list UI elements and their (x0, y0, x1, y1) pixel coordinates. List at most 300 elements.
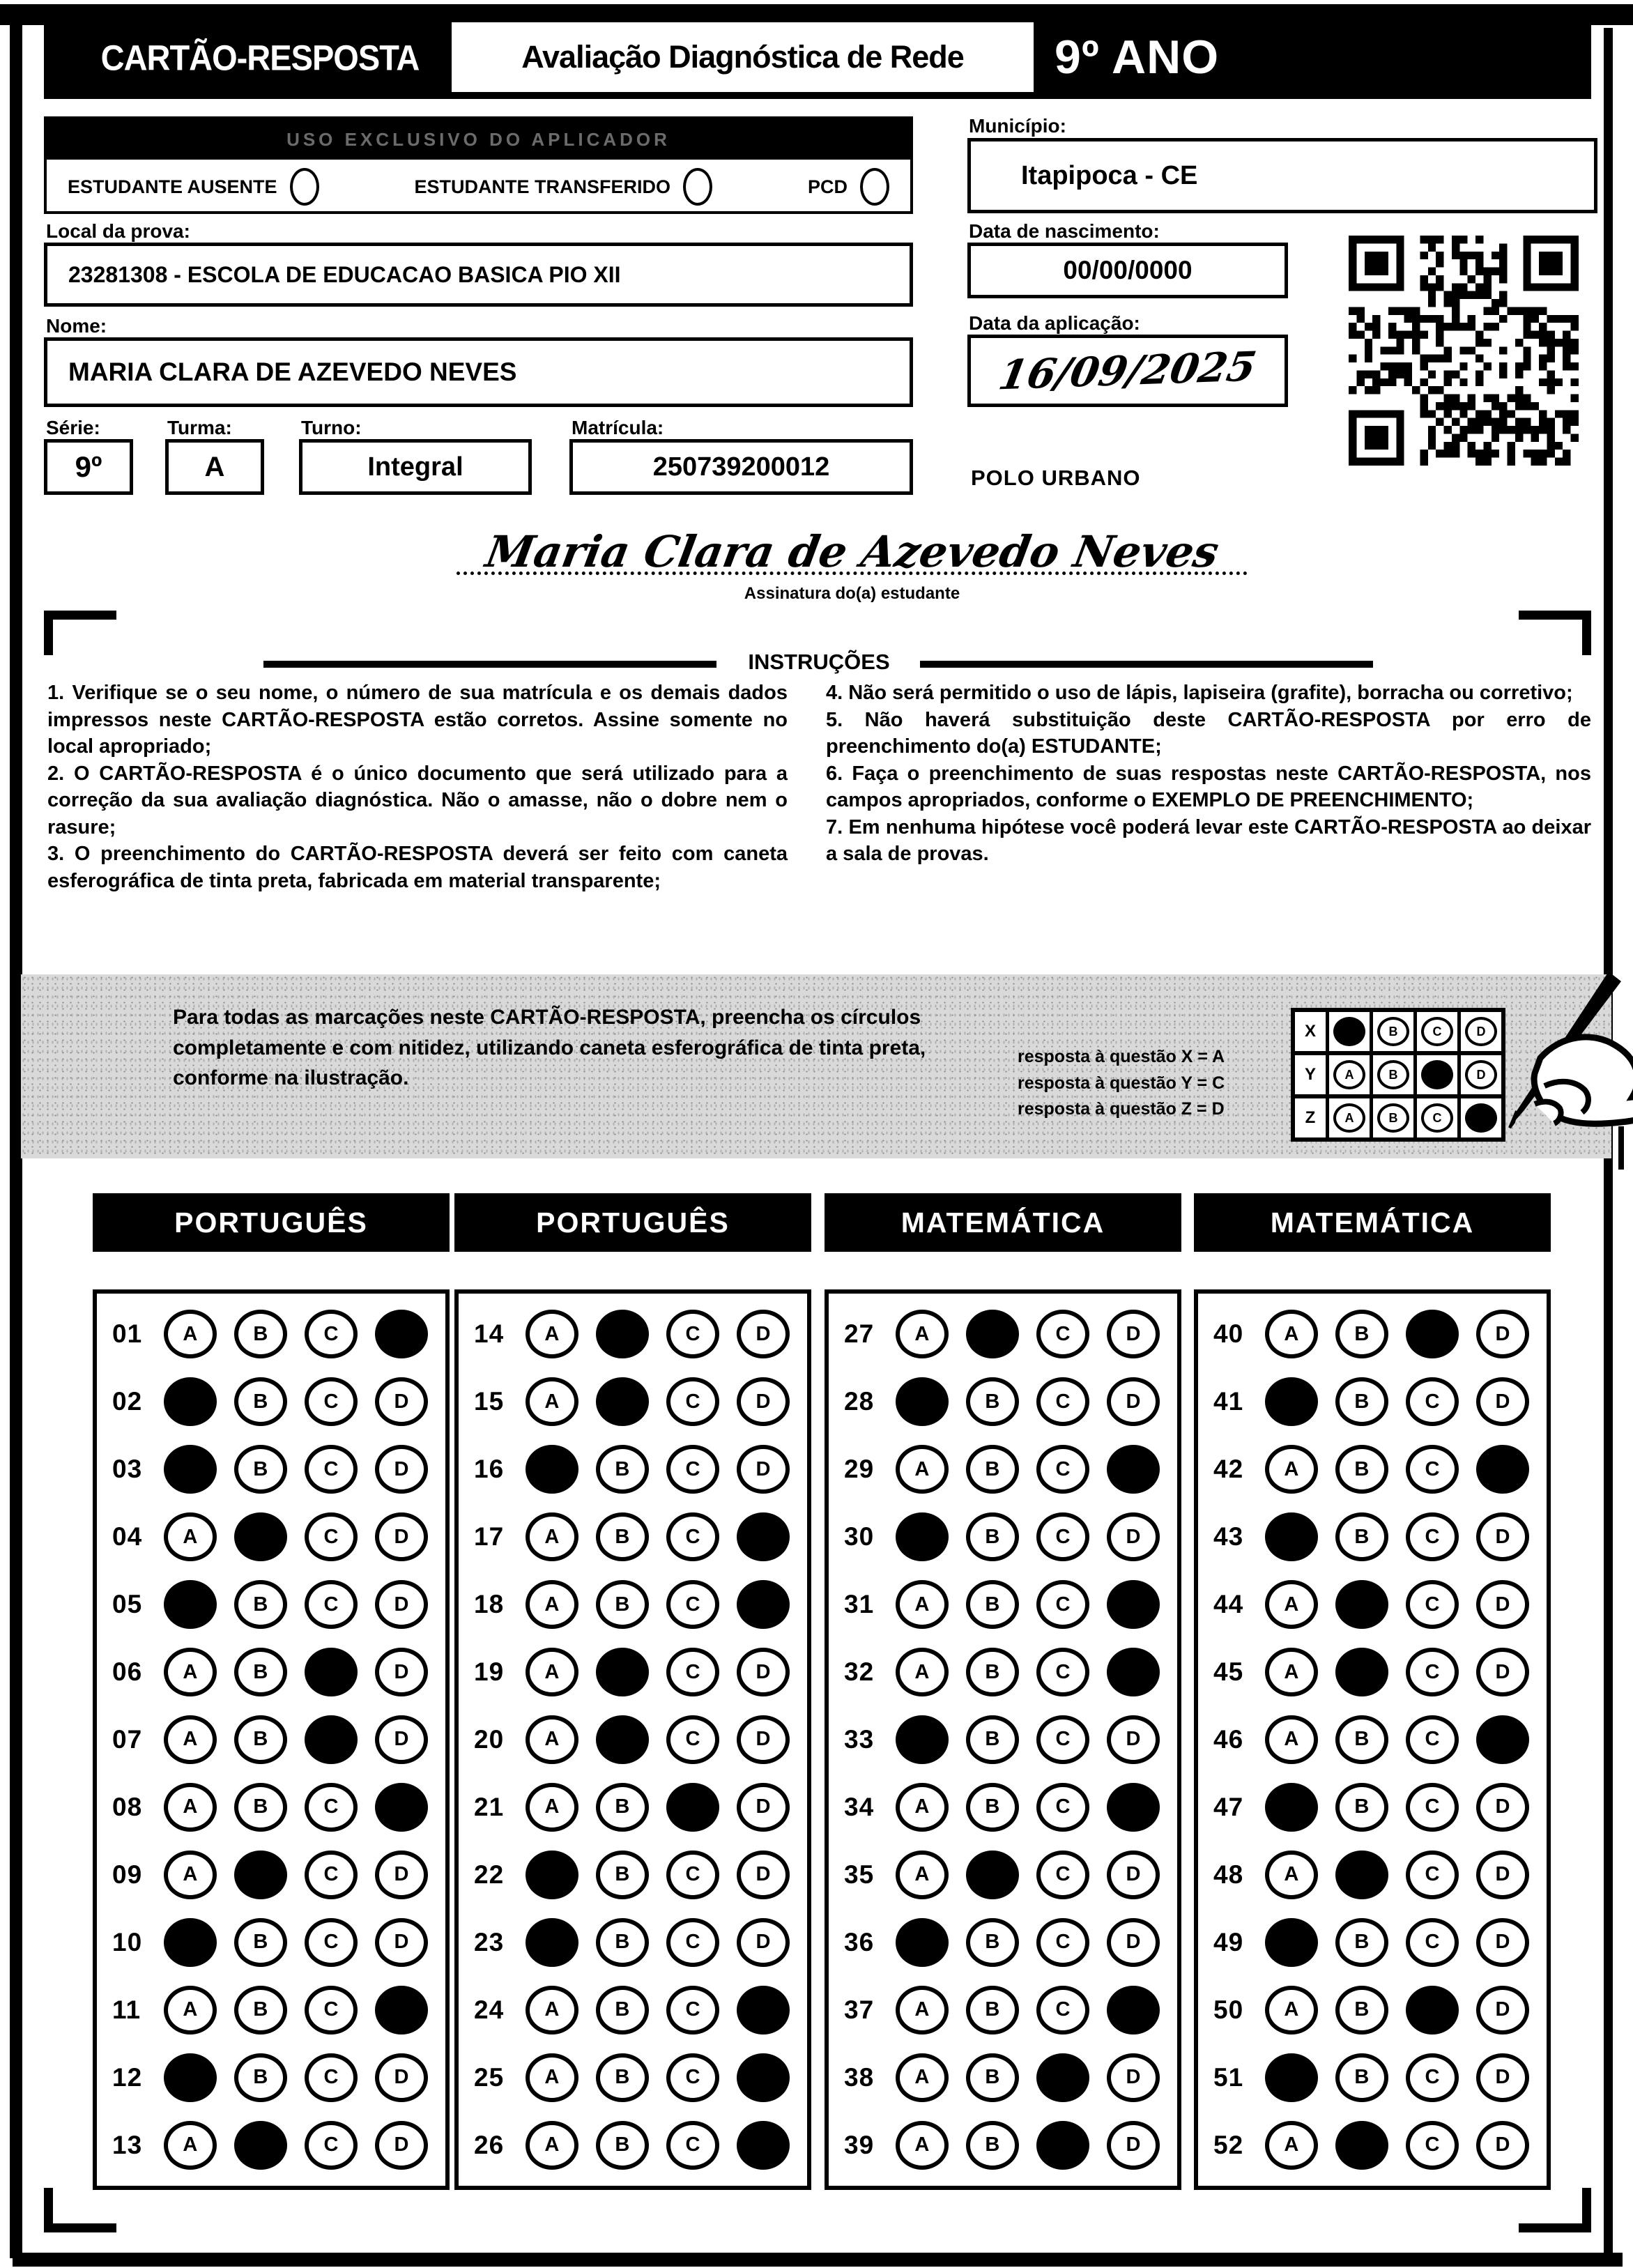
answer-bubble-a[interactable]: A (526, 1715, 578, 1764)
question-number: 51 (1213, 2062, 1244, 2092)
answer-bubble-b[interactable] (234, 1851, 287, 1899)
example-bubble-a[interactable]: A (1333, 1103, 1365, 1133)
applicator-option (808, 168, 889, 206)
example-bubble-a[interactable] (1333, 1017, 1365, 1046)
example-grid-cell (1373, 1098, 1417, 1137)
answer-bubble-d[interactable]: D (1107, 2121, 1160, 2170)
answer-bubble-b[interactable]: B (966, 1377, 1019, 1426)
question-number: 50 (1213, 1995, 1244, 2024)
question-number: 38 (844, 2062, 875, 2092)
answer-bubble-c[interactable]: C (1406, 1918, 1459, 1967)
answer-bubble-d[interactable] (1107, 1648, 1160, 1696)
applicator-box (44, 116, 913, 214)
answer-bubble-b[interactable]: B (966, 1783, 1019, 1832)
answer-bubble-c[interactable]: C (1036, 1715, 1089, 1764)
answer-bubble-c[interactable]: C (1036, 1648, 1089, 1696)
applicator-option-bubble[interactable] (860, 168, 889, 206)
answer-bubble-d[interactable]: D (375, 1377, 428, 1426)
example-bubble-d[interactable]: D (1465, 1017, 1497, 1046)
answer-bubble-d[interactable] (737, 1986, 790, 2035)
answer-bubble-b[interactable]: B (596, 1783, 649, 1832)
answer-bubble-b[interactable]: B (234, 1783, 287, 1832)
answer-bubble-c[interactable]: C (1036, 1986, 1089, 2035)
answer-bubble-a[interactable]: A (164, 1648, 217, 1696)
applicator-bar (47, 119, 910, 160)
answer-bubble-a[interactable]: A (1265, 1310, 1318, 1358)
answer-bubble-c[interactable]: C (1406, 1445, 1459, 1494)
example-bubble-b[interactable]: B (1377, 1103, 1409, 1133)
answer-bubble-c[interactable]: C (1036, 1310, 1089, 1358)
answer-bubble-a[interactable] (896, 1512, 949, 1561)
answer-bubble-b[interactable] (1335, 1648, 1388, 1696)
answer-bubble-c[interactable] (1406, 1986, 1459, 2035)
answer-bubble-c[interactable]: C (666, 2121, 719, 2170)
answer-bubble-c[interactable] (305, 1715, 358, 1764)
answer-bubble-c[interactable]: C (1406, 1715, 1459, 1764)
question-number: 12 (112, 2062, 143, 2092)
answer-bubble-d[interactable]: D (1107, 2053, 1160, 2102)
question-row (1213, 1310, 1547, 1358)
answer-bubble-a[interactable]: A (1265, 1580, 1318, 1629)
answer-bubble-b[interactable]: B (966, 2121, 1019, 2170)
answer-bubble-a[interactable]: A (526, 2053, 578, 2102)
answer-bubble-b[interactable]: B (234, 1377, 287, 1426)
answer-bubble-b[interactable] (596, 1310, 649, 1358)
answer-bubble-c[interactable]: C (666, 1580, 719, 1629)
answer-bubble-b[interactable] (1335, 1851, 1388, 1899)
answer-bubble-a[interactable]: A (526, 1580, 578, 1629)
answer-bubble-c[interactable]: C (305, 1377, 358, 1426)
answer-bubble-c[interactable]: C (305, 1310, 358, 1358)
question-number: 33 (844, 1724, 875, 1754)
answer-bubble-a[interactable] (164, 1377, 217, 1426)
answer-bubble-b[interactable]: B (966, 1648, 1019, 1696)
example-bubble-b[interactable]: B (1377, 1017, 1409, 1046)
question-number: 52 (1213, 2130, 1244, 2159)
answer-bubble-a[interactable] (164, 1580, 217, 1629)
answer-bubble-d[interactable]: D (737, 1310, 790, 1358)
question-number: 10 (112, 1927, 143, 1956)
answer-bubble-d[interactable]: D (1476, 1783, 1529, 1832)
local-value: 23281308 - ESCOLA DE EDUCACAO BASICA PIO XII (68, 261, 621, 287)
answer-bubble-c[interactable]: C (666, 1377, 719, 1426)
answer-bubble-b[interactable] (234, 2121, 287, 2170)
answer-bubble-c[interactable]: C (305, 2121, 358, 2170)
answer-bubble-a[interactable] (1265, 1377, 1318, 1426)
answer-bubble-a[interactable]: A (1265, 2121, 1318, 2170)
answer-bubble-b[interactable] (596, 1715, 649, 1764)
answer-bubble-d[interactable]: D (375, 1918, 428, 1967)
answer-bubble-a[interactable]: A (896, 1783, 949, 1832)
question-row (844, 1918, 1177, 1967)
answer-bubble-a[interactable] (896, 1715, 949, 1764)
answer-bubble-a[interactable]: A (896, 1648, 949, 1696)
answer-bubble-a[interactable]: A (164, 1715, 217, 1764)
answer-bubble-c[interactable]: C (1406, 1512, 1459, 1561)
answer-bubble-b[interactable]: B (596, 2121, 649, 2170)
section-title: MATEMÁTICA (1194, 1193, 1551, 1252)
answer-bubble-c[interactable]: C (666, 1986, 719, 2035)
answer-bubble-a[interactable] (1265, 1783, 1318, 1832)
example-bubble-c[interactable] (1421, 1060, 1453, 1089)
question-row (1213, 2053, 1547, 2102)
question-number: 46 (1213, 1724, 1244, 1754)
answer-bubble-c[interactable] (1036, 2053, 1089, 2102)
answer-bubble-c[interactable]: C (305, 1445, 358, 1494)
answer-bubble-a[interactable]: A (896, 1851, 949, 1899)
answer-bubble-c[interactable]: C (1036, 1851, 1089, 1899)
answer-bubble-d[interactable]: D (737, 1918, 790, 1967)
question-number: 11 (112, 1995, 141, 2024)
answer-bubble-a[interactable]: A (526, 1377, 578, 1426)
nascimento-label: Data de nascimento: (969, 220, 1160, 242)
answer-bubble-a[interactable]: A (526, 1310, 578, 1358)
question-number: 39 (844, 2130, 875, 2159)
answer-bubble-a[interactable] (164, 1918, 217, 1967)
answer-bubble-c[interactable]: C (1036, 1377, 1089, 1426)
answer-bubble-b[interactable] (1335, 2121, 1388, 2170)
example-bubble-d[interactable]: D (1465, 1060, 1497, 1089)
answer-bubble-d[interactable]: D (1476, 1986, 1529, 2035)
answer-bubble-b[interactable] (1335, 1580, 1388, 1629)
matricula-field[interactable] (569, 439, 913, 495)
answer-bubble-a[interactable]: A (164, 1512, 217, 1561)
answer-bubble-b[interactable]: B (234, 1445, 287, 1494)
question-row (112, 1310, 445, 1358)
answer-bubble-a[interactable]: A (1265, 1715, 1318, 1764)
answer-bubble-a[interactable] (526, 1851, 578, 1899)
answer-bubble-a[interactable]: A (1265, 1851, 1318, 1899)
answer-bubble-a[interactable]: A (164, 1986, 217, 2035)
answer-bubble-c[interactable]: C (1406, 1377, 1459, 1426)
answer-bubble-c[interactable]: C (666, 1310, 719, 1358)
question-row (112, 1986, 445, 2035)
answer-bubble-b[interactable] (596, 1377, 649, 1426)
question-row (474, 1310, 807, 1358)
applicator-option-bubble[interactable] (290, 168, 319, 206)
question-row (474, 1512, 807, 1561)
answer-bubble-d[interactable] (1107, 1783, 1160, 1832)
answer-bubble-a[interactable]: A (896, 2121, 949, 2170)
question-row (474, 1648, 807, 1696)
applicator-option-label: PCD (807, 176, 848, 197)
answer-bubble-a[interactable] (164, 2053, 217, 2102)
answer-bubble-c[interactable]: C (1036, 1445, 1089, 1494)
answer-bubble-c[interactable]: C (305, 1580, 358, 1629)
answer-bubble-d[interactable]: D (1476, 1310, 1529, 1358)
answer-bubble-a[interactable]: A (896, 1310, 949, 1358)
answer-bubble-b[interactable]: B (966, 1580, 1019, 1629)
answer-bubble-d[interactable]: D (375, 1580, 428, 1629)
answer-bubble-d[interactable]: D (1476, 1648, 1529, 1696)
nome-field[interactable] (44, 337, 913, 407)
answer-bubble-c[interactable]: C (666, 1851, 719, 1899)
answer-bubble-c[interactable]: C (305, 1986, 358, 2035)
answer-bubble-d[interactable]: D (737, 1377, 790, 1426)
instructions-rule-right (920, 661, 1373, 668)
answer-bubble-c[interactable]: C (1406, 2121, 1459, 2170)
answer-bubble-d[interactable]: D (375, 1445, 428, 1494)
answer-bubble-a[interactable] (896, 1377, 949, 1426)
answer-bubble-b[interactable]: B (234, 2053, 287, 2102)
turma-field[interactable] (165, 439, 264, 495)
local-label: Local da prova: (46, 220, 190, 242)
answer-bubble-b[interactable]: B (596, 1918, 649, 1967)
answer-bubble-d[interactable]: D (1107, 1851, 1160, 1899)
answer-bubble-d[interactable]: D (1476, 2121, 1529, 2170)
answer-bubble-c[interactable]: C (666, 1512, 719, 1561)
answer-bubble-b[interactable]: B (596, 1580, 649, 1629)
turma-value: A (204, 451, 225, 482)
answer-bubble-c[interactable]: C (666, 1715, 719, 1764)
answer-bubble-b[interactable]: B (966, 1918, 1019, 1967)
answer-bubble-c[interactable]: C (1406, 1580, 1459, 1629)
question-number: 06 (112, 1657, 143, 1687)
local-field[interactable] (44, 243, 913, 307)
answer-bubble-d[interactable] (375, 1783, 428, 1832)
question-row (474, 1715, 807, 1764)
matricula-value: 250739200012 (652, 452, 830, 482)
answer-bubble-c[interactable]: C (305, 1512, 358, 1561)
answer-bubble-d[interactable] (737, 1580, 790, 1629)
answer-bubble-d[interactable]: D (1476, 1580, 1529, 1629)
answer-bubble-a[interactable]: A (896, 1445, 949, 1494)
instructions-rule-left (263, 661, 716, 668)
answer-bubble-c[interactable]: C (1036, 1783, 1089, 1832)
answer-bubble-a[interactable]: A (1265, 1445, 1318, 1494)
answer-bubble-c[interactable] (1406, 1310, 1459, 1358)
answer-bubble-a[interactable] (526, 1445, 578, 1494)
answer-bubble-b[interactable]: B (596, 1512, 649, 1561)
answer-bubble-b[interactable]: B (1335, 1783, 1388, 1832)
question-row (844, 1986, 1177, 2035)
answer-bubble-c[interactable]: C (1036, 1512, 1089, 1561)
section-title: MATEMÁTICA (825, 1193, 1181, 1252)
answer-bubble-d[interactable]: D (375, 1648, 428, 1696)
example-bubble-c[interactable]: C (1421, 1017, 1453, 1046)
answer-bubble-b[interactable]: B (1335, 1377, 1388, 1426)
example-bubble-a[interactable]: A (1333, 1060, 1365, 1089)
answer-bubble-d[interactable]: D (1476, 2053, 1529, 2102)
answer-bubble-c[interactable]: C (1406, 2053, 1459, 2102)
answer-bubble-b[interactable]: B (966, 2053, 1019, 2102)
answer-bubble-c[interactable] (666, 1783, 719, 1832)
question-row (112, 1512, 445, 1561)
answer-bubble-c[interactable]: C (305, 1851, 358, 1899)
answer-bubble-d[interactable]: D (1476, 1851, 1529, 1899)
answer-bubble-b[interactable]: B (234, 1648, 287, 1696)
municipio-field[interactable] (967, 138, 1597, 213)
answer-bubble-b[interactable]: B (596, 1445, 649, 1494)
answer-bubble-d[interactable]: D (375, 1512, 428, 1561)
answer-bubble-d[interactable] (1476, 1715, 1529, 1764)
answer-bubble-b[interactable] (966, 1310, 1019, 1358)
question-number: 42 (1213, 1455, 1244, 1484)
answer-bubble-a[interactable] (164, 1445, 217, 1494)
turno-field[interactable] (299, 439, 532, 495)
question-row (112, 1918, 445, 1967)
answer-bubble-a[interactable]: A (164, 2121, 217, 2170)
answer-bubble-c[interactable] (1036, 2121, 1089, 2170)
serie-field[interactable] (44, 439, 133, 495)
answer-bubble-d[interactable] (737, 2121, 790, 2170)
answer-bubble-d[interactable]: D (1476, 1377, 1529, 1426)
answer-bubble-b[interactable]: B (966, 1445, 1019, 1494)
answer-bubble-d[interactable]: D (1107, 1918, 1160, 1967)
answer-bubble-d[interactable]: D (737, 1783, 790, 1832)
answer-bubble-d[interactable]: D (737, 1715, 790, 1764)
answer-bubble-a[interactable]: A (526, 2121, 578, 2170)
municipio-label: Município: (969, 115, 1066, 137)
aplicacao-field[interactable] (967, 335, 1288, 407)
answer-bubble-c[interactable]: C (1406, 1851, 1459, 1899)
signature-line[interactable] (457, 521, 1248, 578)
section-title: PORTUGUÊS (454, 1193, 811, 1252)
applicator-option (68, 168, 319, 206)
example-bubble-c[interactable]: C (1421, 1103, 1453, 1133)
answer-bubble-b[interactable] (234, 1512, 287, 1561)
applicator-option-bubble[interactable] (683, 168, 712, 206)
question-row (1213, 1648, 1547, 1696)
answer-bubble-a[interactable]: A (526, 1512, 578, 1561)
answer-bubble-a[interactable]: A (1265, 1648, 1318, 1696)
answer-bubble-d[interactable]: D (1476, 1918, 1529, 1967)
answer-bubble-d[interactable]: D (1107, 1377, 1160, 1426)
answer-bubble-d[interactable] (737, 2053, 790, 2102)
answer-bubble-a[interactable] (526, 1918, 578, 1967)
answer-bubble-c[interactable]: C (666, 2053, 719, 2102)
answer-bubble-d[interactable]: D (1107, 1512, 1160, 1561)
serie-label: Série: (46, 417, 100, 438)
instruction-item: 1. Verifique se o seu nome, o número de sua matrícula e os demais dados impressos neste CARTÃO-RESPOSTA estão corretos. Assine somente no local apropriado; (47, 682, 788, 758)
answer-bubble-d[interactable] (375, 1310, 428, 1358)
answer-bubble-b[interactable]: B (234, 1986, 287, 2035)
answer-bubble-a[interactable]: A (896, 2053, 949, 2102)
answer-bubble-a[interactable]: A (896, 1580, 949, 1629)
answer-bubble-c[interactable]: C (305, 1918, 358, 1967)
answer-bubble-b[interactable]: B (234, 1580, 287, 1629)
question-row (1213, 1851, 1547, 1899)
answer-bubble-b[interactable]: B (1335, 1715, 1388, 1764)
answer-bubble-d[interactable]: D (737, 1851, 790, 1899)
answer-bubble-b[interactable]: B (234, 1918, 287, 1967)
answer-bubble-b[interactable]: B (234, 1310, 287, 1358)
turno-value: Integral (367, 452, 463, 482)
answer-bubble-b[interactable]: B (596, 1986, 649, 2035)
answer-column-3 (825, 1193, 1181, 2190)
answer-bubble-d[interactable]: D (375, 2121, 428, 2170)
answer-bubble-c[interactable] (305, 1648, 358, 1696)
question-row (1213, 1918, 1547, 1967)
municipio-value: Itapipoca - CE (1021, 160, 1198, 190)
answer-bubble-a[interactable]: A (526, 1648, 578, 1696)
turma-label: Turma: (167, 417, 232, 438)
answer-bubble-b[interactable]: B (966, 1512, 1019, 1561)
question-row (112, 1851, 445, 1899)
answer-bubble-d[interactable] (1107, 1580, 1160, 1629)
answer-bubble-b[interactable]: B (596, 2053, 649, 2102)
answer-bubble-d[interactable]: D (375, 1851, 428, 1899)
answer-bubble-d[interactable] (1107, 1445, 1160, 1494)
question-number: 25 (474, 2062, 505, 2092)
signature-text: Maria Clara de Azevedo Neves (482, 526, 1222, 578)
answer-bubble-b[interactable] (966, 1851, 1019, 1899)
answer-bubble-d[interactable] (375, 1986, 428, 2035)
answer-bubble-b[interactable]: B (1335, 1986, 1388, 2035)
polo-label: POLO URBANO (971, 466, 1141, 490)
answer-bubble-c[interactable]: C (666, 1648, 719, 1696)
matricula-label: Matrícula: (572, 417, 664, 438)
answer-bubble-b[interactable]: B (1335, 1310, 1388, 1358)
nascimento-field[interactable] (967, 243, 1288, 298)
answer-bubble-c[interactable]: C (1406, 1648, 1459, 1696)
answer-bubble-c[interactable]: C (1406, 1783, 1459, 1832)
example-bubble-b[interactable]: B (1377, 1060, 1409, 1089)
answer-bubble-c[interactable]: C (1036, 1580, 1089, 1629)
question-number: 45 (1213, 1657, 1244, 1687)
answer-bubble-c[interactable]: C (1036, 1918, 1089, 1967)
answer-bubble-a[interactable] (1265, 2053, 1318, 2102)
answer-bubble-d[interactable] (1107, 1986, 1160, 2035)
answer-bubble-d[interactable]: D (1107, 1715, 1160, 1764)
example-row-label: X (1295, 1012, 1329, 1051)
question-row (1213, 1377, 1547, 1426)
question-row (844, 1783, 1177, 1832)
answer-bubble-b[interactable] (596, 1648, 649, 1696)
answer-bubble-a[interactable]: A (164, 1783, 217, 1832)
answer-bubble-d[interactable]: D (375, 2053, 428, 2102)
answer-bubble-c[interactable]: C (305, 1783, 358, 1832)
answer-bubble-d[interactable] (1476, 1445, 1529, 1494)
grade-label: 9º ANO (1055, 31, 1220, 84)
answer-bubble-a[interactable]: A (164, 1851, 217, 1899)
answer-bubble-a[interactable]: A (164, 1310, 217, 1358)
answer-bubble-a[interactable] (896, 1918, 949, 1967)
answer-bubble-d[interactable]: D (737, 1445, 790, 1494)
answer-bubble-d[interactable]: D (375, 1715, 428, 1764)
answer-bubble-b[interactable]: B (1335, 2053, 1388, 2102)
answer-bubble-b[interactable]: B (596, 1851, 649, 1899)
answer-bubble-c[interactable]: C (666, 1445, 719, 1494)
answer-bubble-a[interactable] (1265, 1918, 1318, 1967)
answer-bubble-b[interactable]: B (1335, 1512, 1388, 1561)
example-row-label: Z (1295, 1098, 1329, 1137)
question-row (844, 1377, 1177, 1426)
answer-bubble-b[interactable]: B (966, 1715, 1019, 1764)
answer-bubble-d[interactable]: D (1107, 1310, 1160, 1358)
example-grid-cell (1373, 1012, 1417, 1051)
answer-bubble-d[interactable]: D (1476, 1512, 1529, 1561)
example-grid-cell (1329, 1012, 1373, 1051)
answer-bubble-a[interactable]: A (1265, 1986, 1318, 2035)
question-row (474, 2121, 807, 2170)
answer-bubble-b[interactable]: B (1335, 1918, 1388, 1967)
answer-bubble-a[interactable]: A (526, 1986, 578, 2035)
question-row (1213, 1445, 1547, 1494)
answer-bubble-a[interactable] (1265, 1512, 1318, 1561)
answer-bubble-c[interactable]: C (666, 1918, 719, 1967)
question-row (1213, 1512, 1547, 1561)
answer-bubble-c[interactable]: C (305, 2053, 358, 2102)
example-row-label: Y (1295, 1055, 1329, 1094)
answer-bubble-b[interactable]: B (966, 1986, 1019, 2035)
answer-bubble-d[interactable]: D (737, 1648, 790, 1696)
answer-bubble-b[interactable]: B (234, 1715, 287, 1764)
answer-bubble-a[interactable]: A (526, 1783, 578, 1832)
answer-bubble-a[interactable]: A (896, 1986, 949, 2035)
answer-bubble-b[interactable]: B (1335, 1445, 1388, 1494)
answer-bubble-d[interactable] (737, 1512, 790, 1561)
